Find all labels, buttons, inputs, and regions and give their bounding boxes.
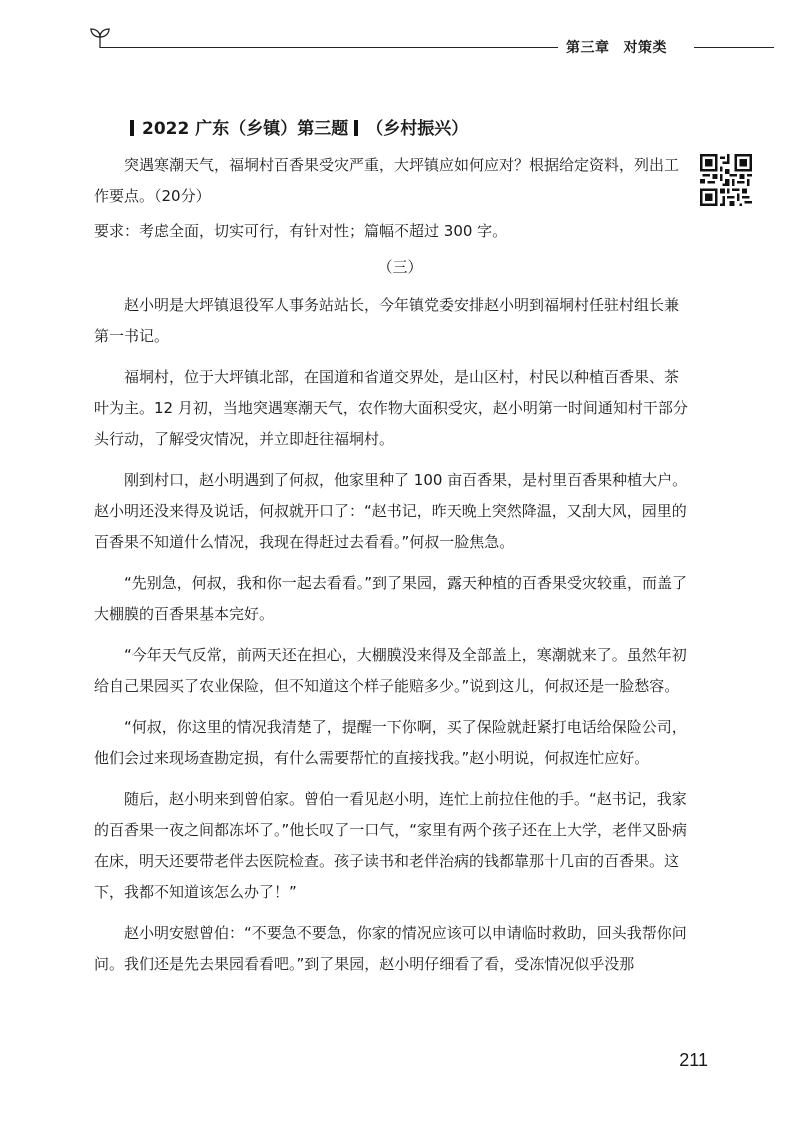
material-paragraph: 赵小明是大坪镇退役军人事务站站长，今年镇党委安排赵小明到福垌村任驻村组长兼第一书记。 [94,296,680,345]
page-number: 211 [679,1050,708,1070]
material-paragraph: “今年天气反常，前两天还在担心，大棚膜没来得及全部盖上，寒潮就来了。虽然年初给自己果园买了农业保险，但不知道这个样子能赔多少。”说到这儿，何叔还是一脸愁容。 [94,646,687,695]
chapter-label: 第三章 [566,40,610,56]
material-paragraph: 随后，赵小明来到曾伯家。曾伯一看见赵小明，连忙上前拉住他的手。“赵书记，我家的百香果一夜之间都冻坏了。”他长叹了一口气，“家里有两个孩子还在上大学，老伴又卧病在床，明天还要带老伴去医院检查。孩子读书和老伴治病的钱都靠那十几亩的百香果。这下，我都不知道该怎么办了！” [94,790,688,901]
sprout-logo-icon [88,26,112,54]
material-section-label: （三） [377,258,423,276]
header-rule-left [100,47,558,48]
title-topic: （乡村振兴） [366,119,469,139]
material-paragraph: 赵小明安慰曾伯：“不要急不要急，你家的情况应该可以申请临时救助，回头我帮你问问。我们还是先去果园看看吧。”到了果园，赵小明仔细看了看，受冻情况似乎没那 [94,924,687,973]
title-bar-right [354,120,358,136]
header-rule-right [694,47,774,48]
material-body [94,290,688,990]
question-requirements [94,216,688,247]
title-bar-left [130,120,134,136]
running-header [566,37,667,57]
material-paragraph: 刚到村口，赵小明遇到了何叔，他家里种了 100 亩百香果，是村里百香果种植大户。赵小明还没来得及说话，何叔就开口了：“赵书记，昨天晚上突然降温，又刮大风，园里的百香果不知道什么情况，我现在得赶过去看看。”何叔一脸焦急。 [94,471,688,551]
material-paragraph: 福垌村，位于大坪镇北部，在国道和省道交界处，是山区村，村民以种植百香果、茶叶为主。12 月初，当地突遇寒潮天气，农作物大面积受灾，赵小明第一时间通知村干部分头行动，了解受灾情况，并立即赶往福垌村。 [94,368,688,448]
material-paragraph: “先别急，何叔，我和你一起去看看。”到了果园，露天种植的百香果受灾较重，而盖了大棚膜的百香果基本完好。 [94,574,688,623]
requirements-text: 要求：考虑全面，切实可行，有针对性；篇幅不超过 300 字。 [94,222,508,240]
question-prompt [94,150,688,212]
title-main: 2022 广东（乡镇）第三题 [142,119,349,139]
question-title [130,114,468,139]
question-prompt-text: 突遇寒潮天气，福垌村百香果受灾严重，大坪镇应如何应对？根据给定资料，列出工作要点。（20分） [94,156,680,205]
section-label: 对策类 [623,40,667,56]
material-paragraph: “何叔，你这里的情况我清楚了，提醒一下你啊，买了保险就赶紧打电话给保险公司，他们会过来现场查勘定损，有什么需要帮忙的直接找我。”赵小明说，何叔连忙应好。 [94,718,687,767]
qr-code[interactable] [700,154,752,206]
